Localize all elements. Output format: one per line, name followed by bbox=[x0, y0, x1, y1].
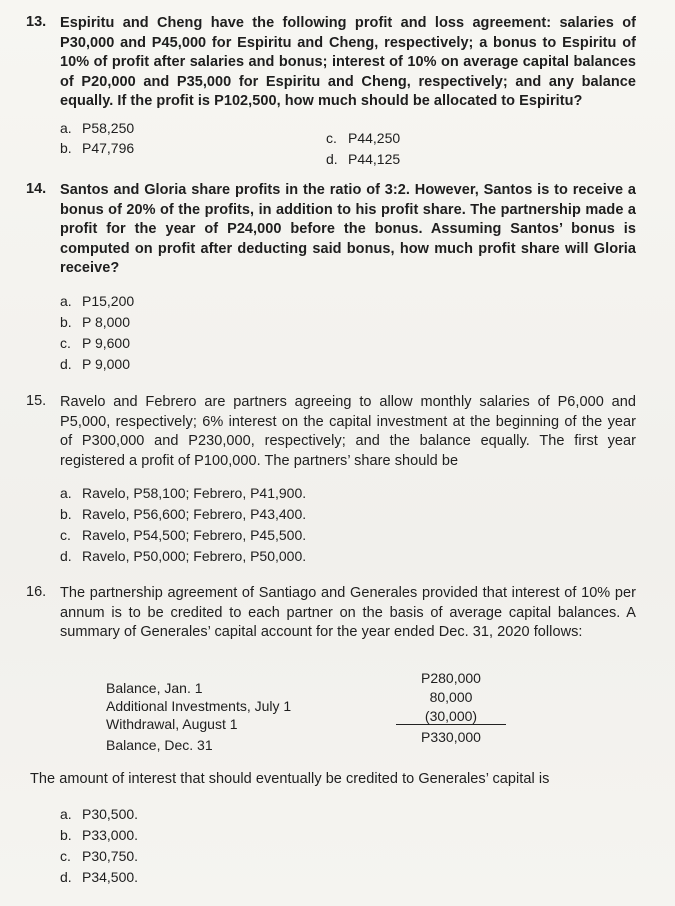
question-16-prompt bbox=[26, 770, 636, 888]
question-text: Ravelo and Febrero are partners agreeing to allow monthly salaries of P6,000 and P5,000, respectively; 6% interest on the capital investment at the beginning of the year of P300,000 and P230,000, respectively; and the balance equally. The first year registered a profit of P100,000. The partners’ share should be bbox=[60, 394, 636, 469]
question-15 bbox=[26, 393, 636, 567]
ledger-label: Balance, Dec. 31 bbox=[106, 737, 213, 753]
ledger-amount: 80,000 bbox=[429, 689, 473, 705]
ledger-label: Withdrawal, August 1 bbox=[106, 716, 238, 732]
option-b[interactable]: b. P 8,000 bbox=[60, 313, 131, 330]
ledger-label: Balance, Jan. 1 bbox=[106, 680, 203, 696]
question-text: The partnership agreement of Santiago and Generales provided that interest of 10% per annum is to be credited to each partner on the basis of average capital balances. A summary of Generales’ capital account for the year ended Dec. 31, 2020 follows: bbox=[60, 585, 636, 640]
ledger-label: Additional Investments, July 1 bbox=[106, 698, 292, 714]
question-number: 14. bbox=[26, 181, 47, 197]
option-c[interactable]: c. P 9,600 bbox=[60, 334, 131, 351]
question-16 bbox=[26, 584, 636, 643]
answer-options bbox=[60, 291, 636, 375]
option-d[interactable]: d. P 9,000 bbox=[60, 355, 131, 372]
option-d[interactable]: d. Ravelo, P50,000; Febrero, P50,000. bbox=[60, 548, 307, 564]
option-a[interactable]: a. P15,200 bbox=[60, 292, 135, 309]
ledger-amount: P330,000 bbox=[421, 729, 481, 745]
answer-options bbox=[60, 120, 636, 176]
question-number: 13. bbox=[26, 14, 47, 30]
question-13 bbox=[26, 14, 636, 176]
question-text: Espiritu and Cheng have the following profit and loss agreement: salaries of P30,000 and P45,000 for Espiritu and Cheng, respectively; a bonus to Espiritu of 10% of profit after salaries and bonus; interest of 10% on average capital balances of P20,000 and P35,000 for Espiritu and Cheng, respectively; and any balance equally. If the profit is P102,500, how much should be allocated to Espiritu? bbox=[60, 15, 636, 109]
question-text: Santos and Gloria share profits in the ratio of 3:2. However, Santos is to receive a bonus of 20% of the profits, in addition to his profit share. The partnership made a profit for the year of P24,000 before the bonus. Assuming Santos’ bonus is computed on profit after deducting said bonus, how much profit share will Gloria receive? bbox=[60, 182, 636, 276]
question-number: 15. bbox=[26, 393, 47, 409]
question-text: The amount of interest that should eventually be credited to Generales’ capital is bbox=[30, 771, 550, 787]
option-b[interactable]: b. Ravelo, P56,600; Febrero, P43,400. bbox=[60, 506, 307, 522]
question-number: 16. bbox=[26, 584, 47, 600]
option-c[interactable]: c. P44,250 bbox=[326, 129, 401, 146]
option-b[interactable]: b. P33,000. bbox=[60, 826, 139, 843]
option-c[interactable]: c. Ravelo, P54,500; Febrero, P45,500. bbox=[60, 527, 307, 543]
option-a[interactable]: a. P58,250 bbox=[60, 119, 135, 136]
capital-account-ledger bbox=[106, 668, 506, 760]
option-b[interactable]: b. P47,796 bbox=[60, 139, 135, 156]
option-d[interactable]: d. P44,125 bbox=[326, 150, 401, 167]
option-d[interactable]: d. P34,500. bbox=[60, 868, 139, 885]
answer-options bbox=[60, 804, 636, 888]
option-a[interactable]: a. Ravelo, P58,100; Febrero, P41,900. bbox=[60, 485, 307, 501]
option-c[interactable]: c. P30,750. bbox=[60, 847, 139, 864]
ledger-amount: (30,000) bbox=[396, 708, 506, 725]
ledger-amount: P280,000 bbox=[421, 670, 481, 686]
question-14 bbox=[26, 181, 636, 375]
option-a[interactable]: a. P30,500. bbox=[60, 805, 139, 822]
answer-options bbox=[60, 483, 636, 567]
